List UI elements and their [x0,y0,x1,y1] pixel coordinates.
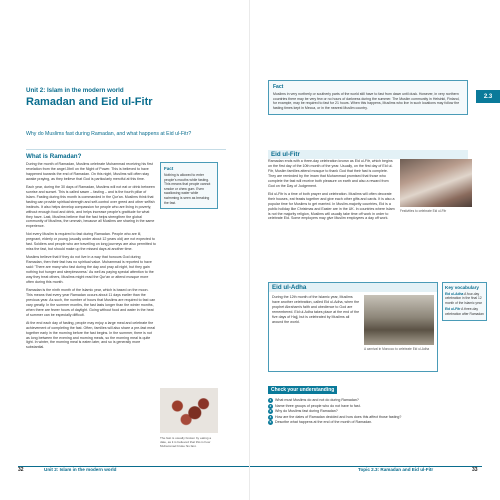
paragraph: At the end each day of fasting, people may enjoy a large meal and celebrate the achievement of completing the fast. Often, families will also share a pre-fast meal together early in the morning before the fast begins. In the summer, there is not as long between the evening and morning meals, so the morning meal is quite light. In winter, the morning meal is eaten later, and so is generally more substantial. [26,320,156,350]
image-caption: Festivities to celebrate Eid ul-Fitr [400,209,447,213]
fact-label: Fact [164,166,174,171]
question-list [268,398,468,426]
paragraph: Muslims believe that if they do not live in a way that honours God during Ramadan, then their fast has no spiritual value. Muhammad is reported to have said: 'There are many who fast during the day and pray all night, but they gain nothing but hunger and sleeplessness.' As well as paying special attention to the way they treat others, Muslims might read the Qur'an or attend mosque more often during this month. [26,255,154,284]
paragraph: Not every Muslim is required to fast during Ramadan. People who are ill, pregnant, elderly or young (usually under about 12 years old) are not expected to fast. Soldiers and people who are travelling on long journeys are also permitted to miss the fast, but should make up the missed days at another time. [26,232,156,252]
vocab-term: Eid ul-Fitr [445,307,461,312]
footer-label: Unit 2: Islam in the modern world [44,467,117,472]
check-understanding [268,378,468,426]
paragraph: During the month of Ramadan, Muslims celebrate Muhammad receiving his first revelation from the angel Jibril on the Night of Power. This is believed to have happened towards the end of Ramadan. On this night, Muslims will often stay awake praying, as they believe that God is particularly merciful at this time. [26,162,153,181]
paragraph: During the 12th month of the Islamic year, Muslims have another celebration, called Eid ul-Adha, when the prophet Abraham's faith and obedience to God are remembered. Eid ul-Adha takes place at the end of the five days of Hajj, but is celebrated by Muslims all around the world. [272,295,360,324]
fact-text: Muslims in very northerly or southerly parts of the world still have to fast from dawn until dusk. However, in very northern countries there may be very few or no hours of darkness during the summer. The Muslim community in Helsinki, Finland, for example, may be required to fast for 21 hours. When this happens, Muslims who live in such locations may follow the fasting times kept in Mecca, or in the nearest Muslim country. [273,92,460,111]
unit-heading: Unit 2: Islam in the modern world [26,87,124,94]
section-heading: What is Ramadan? [26,153,82,160]
number-badge: 4 [269,414,272,419]
paragraph: Ramadan ends with a three-day celebration known as Eid ul-Fitr, which begins on the first day of the 10th month of the year. Usually, on the first day of Eid ul-Fitr, Muslim families attend mosque to thank God that their fast is complete. They are reminded by the imam that Muhammad promised that those who complete the fast will receive both pleasure on earth and also a reward from God on the Day of Judgement. [268,159,393,188]
page-title: Ramadan and Eid ul-Fitr [26,96,153,108]
paragraph: Each year, during the 30 days of Ramadan, Muslims will not eat or drink between sunrise and sunset. This is called sawm – fasting – and is the fourth pillar of Islam. Fasting during this month is commanded in the Qur'an. Muslims think that fasting can provide spiritual strength and self-control over greed and other selfish instincts. It also helps develop compassion for people who are living in poverty, without enough food and drink, and helps increase people's gratitude for what they have. Last, Muslims believe that the fast helps strengthen the global community of Muslims, the ummah, because all Muslims are sharing in the same experience. [26,184,155,229]
vocab-term: Eid ul-Adha [445,292,464,296]
question-text: How are the dates of Ramadan decided and how does this affect those fasting? [275,414,402,419]
image-caption: The fast is usually broken by eating a date, as it is believed that this is how Muhammad broke his fast. [160,436,212,449]
carnival-photo [364,295,434,345]
number-badge: 3 [269,409,272,414]
image-caption: A carnival in Morocco to celebrate Eid ul-Adha [364,347,430,351]
section-heading: Eid ul-Fitr [268,150,468,159]
adha-box [268,282,438,372]
paragraph: Ramadan is the ninth month of the Islamic year, which is based on the moon. This means that every year Ramadan occurs about 11 days earlier than the previous year. As such, the number of hours that Muslims are required to fast can vary greatly. In the summer months, the fast lasts longer than the winter months, when there are fewer hours of daylight. Going without food and water in the heat of summer can be especially difficult. [26,287,156,317]
fitr-section [268,159,396,224]
fact-box-top [268,80,468,115]
question-text: Describe what happens at the end of the month of Ramadan. [275,420,373,425]
divider [26,149,226,150]
list-item [268,420,468,426]
festivities-photo [400,159,472,207]
number-badge: 2 [269,403,272,408]
adha-section [272,295,360,328]
question-text: What must Muslims do and not do during Ramadan? [275,398,359,402]
dates-image [160,388,218,433]
topic-tab: 2.3 [476,90,500,103]
vocab-entry [445,307,484,316]
section-heading: Eid ul-Adha [269,283,437,292]
question-text: Why do Muslims fast during Ramadan? [275,409,338,414]
ramadan-section [26,153,156,353]
vocab-definition: A three-day celebration after Ramadan [445,307,484,316]
key-vocabulary-box [442,282,487,321]
number-badge: 1 [269,398,272,402]
fact-box [160,162,218,209]
vocab-definition: A four-day celebration in the final 12 month of the Islamic year [445,292,482,305]
vocab-entry [445,292,484,305]
key-vocabulary-label: Key vocabulary [445,285,479,290]
number-badge: 5 [269,420,272,425]
page-number: 32 [18,467,24,473]
question-text: Name three groups of people who do not have to fast. [275,403,361,408]
fact-text: Nothing is allowed to enter people's mouths while fasting. This means that people cannot smoke or chew gum. Even swallowing water while swimming is seen as breaking the fast. [164,173,211,205]
right-page [250,0,500,500]
fact-label: Fact [273,84,284,90]
page-number: 33 [472,467,478,473]
footer-label: Topic 2.3: Ramadan and Eid ul-Fitr [358,467,434,472]
key-question: Why do Muslims fast during Ramadan, and what happens at Eid ul-Fitr? [26,131,192,137]
check-understanding-heading: Check your understanding [268,386,337,394]
paragraph: Eid ul-Fitr is a time of both prayer and celebration. Muslims will often decorate their houses, eat feasts together and give each other gifts and cards. It is also a popular time for Muslims to get married. In Muslim-majority countries, Eid is a public holiday like Christmas and Easter are in the UK. In countries where Islam is not the majority religion, Muslims will usually take time off work in order to celebrate Eid. Some employers may give Muslim employees a day off work. [268,191,395,221]
